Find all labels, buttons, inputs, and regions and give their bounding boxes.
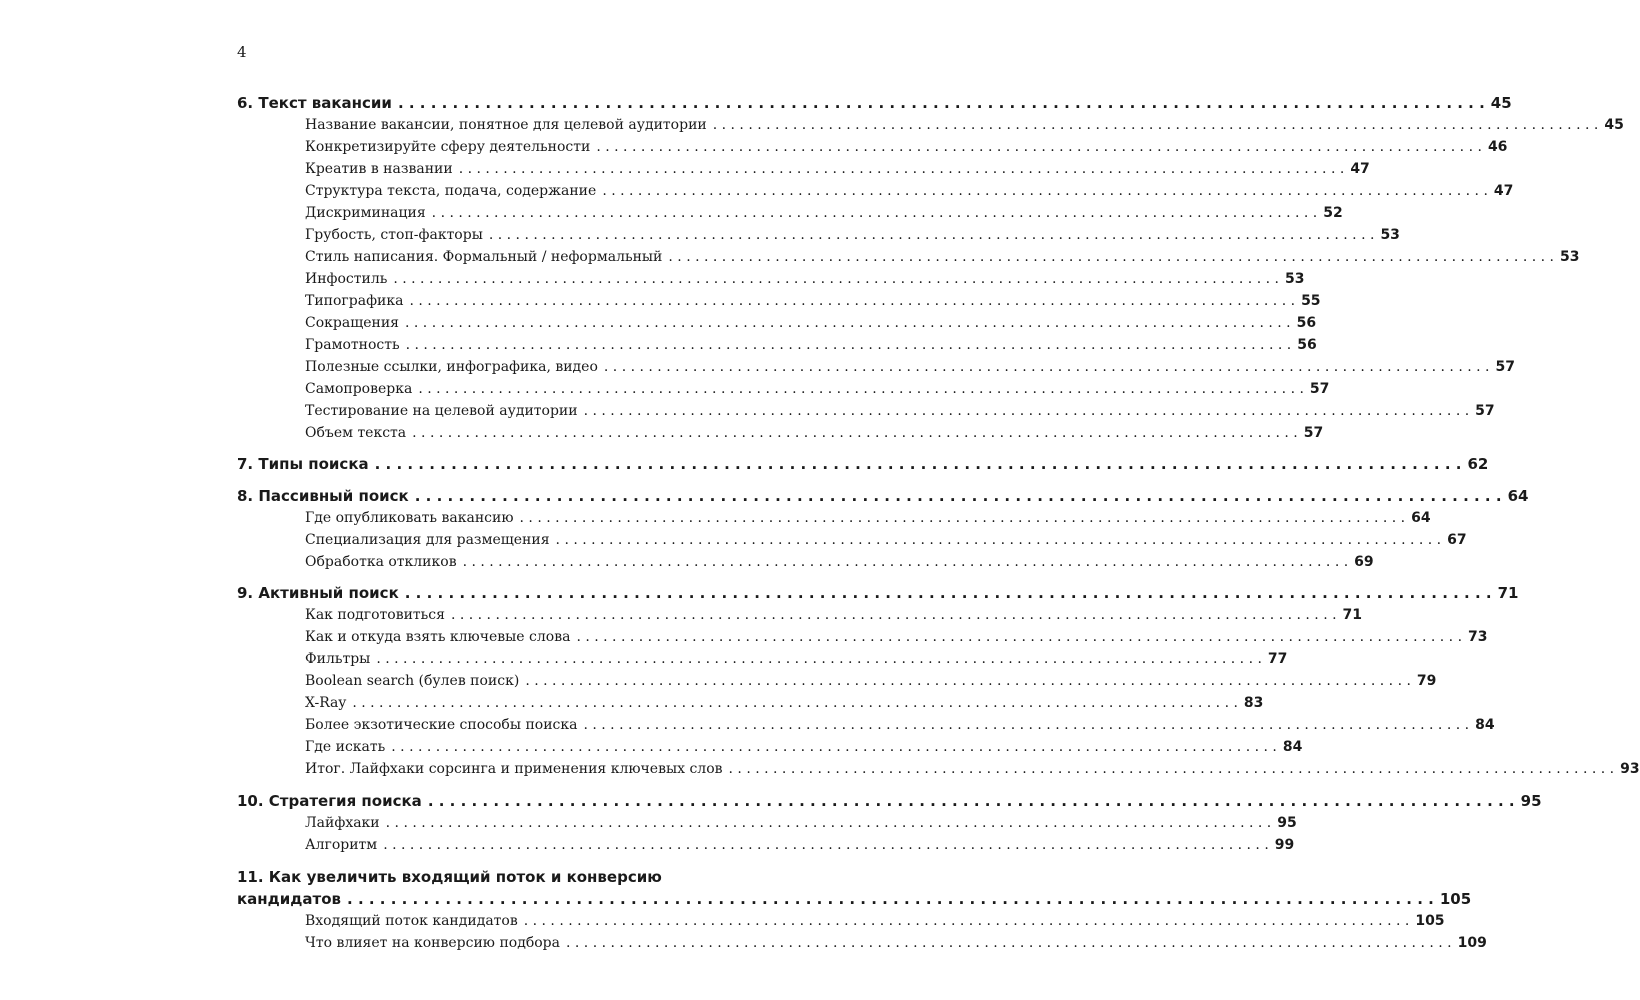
dot-leader bbox=[409, 290, 1295, 312]
chapter-title: 7. Типы поиска bbox=[237, 455, 369, 473]
section-title: Грамотность bbox=[305, 337, 400, 353]
section-title: Фильтры bbox=[305, 651, 371, 667]
section-page: 55 bbox=[1301, 293, 1321, 309]
dot-leader bbox=[415, 485, 1502, 507]
toc-section[interactable] bbox=[305, 604, 1363, 626]
section-title: Сокращения bbox=[305, 315, 399, 331]
section-title: Креатив в названии bbox=[305, 161, 453, 177]
toc-chapter-11[interactable] bbox=[237, 888, 1472, 910]
dot-leader bbox=[489, 224, 1375, 246]
section-title: Лайфхаки bbox=[305, 815, 380, 831]
toc-chapter-7[interactable] bbox=[237, 453, 1489, 475]
section-page: 99 bbox=[1274, 837, 1295, 853]
section-title: Стиль написания. Формальный / неформальный bbox=[305, 249, 663, 265]
section-title: Где опубликовать вакансию bbox=[305, 510, 514, 526]
chapter-title: 10. Стратегия поиска bbox=[237, 792, 422, 810]
toc-section[interactable] bbox=[305, 180, 1514, 202]
chapter-page: 71 bbox=[1497, 584, 1519, 602]
toc-chapter-10[interactable] bbox=[237, 790, 1542, 812]
section-page: 79 bbox=[1416, 673, 1437, 689]
toc-chapter-8[interactable] bbox=[237, 485, 1529, 507]
chapter-page: 64 bbox=[1507, 487, 1529, 505]
section-title: X-Ray bbox=[305, 695, 347, 711]
dot-leader bbox=[584, 400, 1470, 422]
section-title: Конкретизируйте сферу деятельности bbox=[305, 139, 591, 155]
toc-section[interactable] bbox=[305, 551, 1374, 573]
dot-leader bbox=[375, 453, 1462, 475]
section-page: 53 bbox=[1284, 271, 1305, 287]
section-page: 77 bbox=[1267, 651, 1288, 667]
section-page: 47 bbox=[1350, 161, 1370, 177]
section-page: 83 bbox=[1243, 695, 1264, 711]
chapter-page: 105 bbox=[1439, 890, 1472, 908]
toc-section[interactable] bbox=[305, 692, 1264, 714]
section-title: Входящий поток кандидатов bbox=[305, 913, 518, 929]
section-title: Обработка откликов bbox=[305, 554, 457, 570]
section-page: 45 bbox=[1604, 117, 1624, 133]
section-title: Полезные ссылки, инфографика, видео bbox=[305, 359, 598, 375]
toc-section[interactable] bbox=[305, 422, 1324, 444]
section-page: 57 bbox=[1475, 403, 1495, 419]
section-title: Более экзотические способы поиска bbox=[305, 717, 578, 733]
section-title: Где искать bbox=[305, 739, 386, 755]
chapter-title: кандидатов bbox=[237, 890, 342, 908]
dot-leader bbox=[376, 648, 1262, 670]
dot-leader bbox=[566, 932, 1452, 954]
section-page: 105 bbox=[1415, 913, 1445, 929]
dot-leader bbox=[729, 758, 1615, 780]
dot-leader bbox=[432, 202, 1318, 224]
toc-section[interactable] bbox=[305, 378, 1330, 400]
section-page: 64 bbox=[1411, 510, 1431, 526]
page-number: 4 bbox=[237, 43, 247, 61]
section-title: Специализация для размещения bbox=[305, 532, 550, 548]
toc-section[interactable] bbox=[305, 714, 1495, 736]
dot-leader bbox=[391, 736, 1277, 758]
section-page: 52 bbox=[1323, 205, 1343, 221]
section-title: Типографика bbox=[305, 293, 404, 309]
section-page: 47 bbox=[1493, 183, 1514, 199]
chapter-title: 6. Текст вакансии bbox=[237, 94, 392, 112]
dot-leader bbox=[451, 604, 1337, 626]
toc-section[interactable] bbox=[305, 507, 1431, 529]
dot-leader bbox=[604, 356, 1490, 378]
dot-leader bbox=[428, 790, 1515, 812]
toc-section[interactable] bbox=[305, 834, 1295, 856]
section-title: Что влияет на конверсию подбора bbox=[305, 935, 560, 951]
toc-section[interactable] bbox=[305, 158, 1370, 180]
dot-leader bbox=[418, 378, 1304, 400]
section-title: Алгоритм bbox=[305, 837, 378, 853]
dot-leader bbox=[406, 334, 1292, 356]
toc-section[interactable] bbox=[305, 910, 1445, 932]
chapter-title: 9. Активный поиск bbox=[237, 584, 399, 602]
section-title: Как и откуда взять ключевые слова bbox=[305, 629, 571, 645]
dot-leader bbox=[596, 136, 1482, 158]
toc-section[interactable] bbox=[305, 736, 1303, 758]
toc-section[interactable] bbox=[305, 334, 1317, 356]
toc-section[interactable] bbox=[305, 670, 1437, 692]
section-page: 71 bbox=[1342, 607, 1363, 623]
toc-section[interactable] bbox=[305, 400, 1495, 422]
section-page: 53 bbox=[1380, 227, 1400, 243]
section-page: 109 bbox=[1457, 935, 1487, 951]
toc-chapter-9[interactable] bbox=[237, 582, 1519, 604]
dot-leader bbox=[405, 312, 1291, 334]
dot-leader bbox=[668, 246, 1554, 268]
dot-leader bbox=[459, 158, 1345, 180]
section-page: 69 bbox=[1354, 554, 1374, 570]
section-title: Самопроверка bbox=[305, 381, 413, 397]
dot-leader bbox=[412, 422, 1298, 444]
chapter-page: 45 bbox=[1490, 94, 1512, 112]
toc-section[interactable] bbox=[305, 812, 1297, 834]
dot-leader bbox=[463, 551, 1349, 573]
dot-leader bbox=[583, 714, 1469, 736]
toc-section[interactable] bbox=[305, 312, 1317, 334]
toc-section[interactable] bbox=[305, 268, 1305, 290]
dot-leader bbox=[383, 834, 1269, 856]
toc-section[interactable] bbox=[305, 932, 1487, 954]
dot-leader bbox=[352, 692, 1238, 714]
toc-section[interactable] bbox=[305, 529, 1467, 551]
toc-section[interactable] bbox=[305, 114, 1624, 136]
section-title: Итог. Лайфхаки сорсинга и применения ключевых слов bbox=[305, 761, 723, 777]
toc-section[interactable] bbox=[305, 136, 1508, 158]
section-page: 57 bbox=[1303, 425, 1324, 441]
dot-leader bbox=[576, 626, 1462, 648]
section-page: 67 bbox=[1447, 532, 1467, 548]
section-title: Как подготовиться bbox=[305, 607, 445, 623]
toc-section[interactable] bbox=[305, 648, 1288, 670]
chapter-title: 8. Пассивный поиск bbox=[237, 487, 409, 505]
chapter-title: 11. Как увеличить входящий поток и конверсию bbox=[237, 868, 662, 886]
toc-section[interactable] bbox=[305, 202, 1343, 224]
toc-chapter-6[interactable] bbox=[237, 92, 1512, 114]
toc-section[interactable] bbox=[305, 356, 1515, 378]
section-title: Объем текста bbox=[305, 425, 407, 441]
section-page: 95 bbox=[1277, 815, 1297, 831]
dot-leader bbox=[405, 582, 1492, 604]
section-title: Структура текста, подача, содержание bbox=[305, 183, 597, 199]
section-title: Boolean search (булев поиск) bbox=[305, 673, 520, 689]
dot-leader bbox=[524, 910, 1410, 932]
section-page: 56 bbox=[1296, 315, 1317, 331]
section-title: Инфостиль bbox=[305, 271, 388, 287]
section-page: 84 bbox=[1282, 739, 1303, 755]
section-page: 84 bbox=[1475, 717, 1495, 733]
toc-section[interactable] bbox=[305, 246, 1580, 268]
dot-leader bbox=[713, 114, 1599, 136]
dot-leader bbox=[386, 812, 1272, 834]
dot-leader bbox=[520, 507, 1406, 529]
section-title: Грубость, стоп-факторы bbox=[305, 227, 483, 243]
section-title: Дискриминация bbox=[305, 205, 426, 221]
chapter-page: 62 bbox=[1467, 455, 1489, 473]
dot-leader bbox=[347, 888, 1434, 910]
section-page: 93 bbox=[1620, 761, 1640, 777]
chapter-page: 95 bbox=[1520, 792, 1542, 810]
dot-leader bbox=[525, 670, 1411, 692]
section-page: 56 bbox=[1297, 337, 1317, 353]
section-page: 46 bbox=[1487, 139, 1508, 155]
toc-chapter-11-line1[interactable] bbox=[237, 866, 765, 888]
toc-section[interactable] bbox=[305, 290, 1321, 312]
toc-section[interactable] bbox=[305, 758, 1640, 780]
dot-leader bbox=[602, 180, 1488, 202]
section-title: Тестирование на целевой аудитории bbox=[305, 403, 578, 419]
toc-section[interactable] bbox=[305, 626, 1488, 648]
dot-leader bbox=[556, 529, 1442, 551]
section-page: 57 bbox=[1309, 381, 1330, 397]
toc-section[interactable] bbox=[305, 224, 1400, 246]
section-page: 53 bbox=[1559, 249, 1580, 265]
dot-leader bbox=[393, 268, 1279, 290]
section-page: 57 bbox=[1495, 359, 1515, 375]
section-page: 73 bbox=[1468, 629, 1488, 645]
section-title: Название вакансии, понятное для целевой аудитории bbox=[305, 117, 707, 133]
dot-leader bbox=[398, 92, 1485, 114]
